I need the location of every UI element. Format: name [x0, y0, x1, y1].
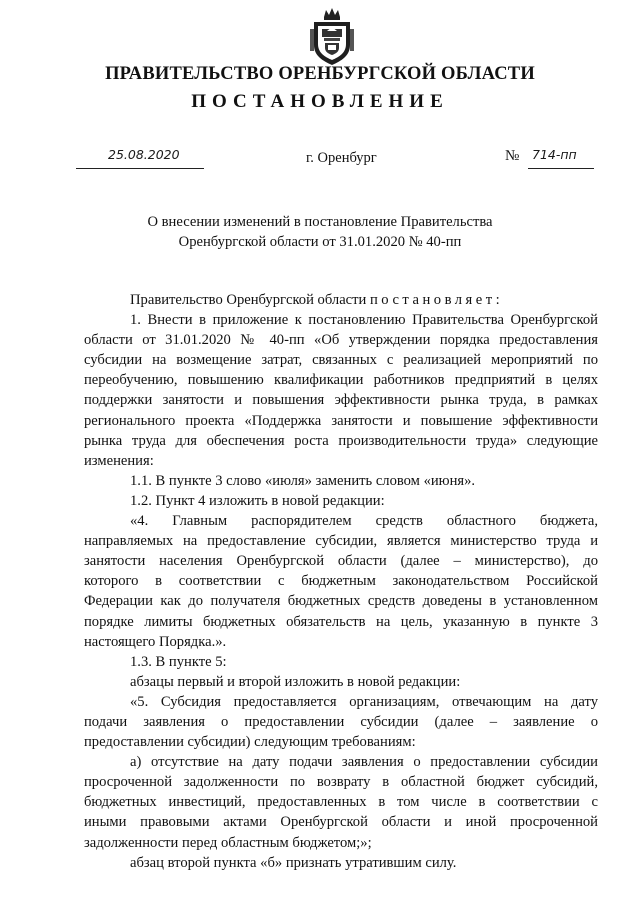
document-city: г. Оренбург	[306, 150, 377, 166]
body-line: настоящего Порядка.».	[84, 633, 227, 650]
body-line: бюджетных инвестиций, предоставленных в том числе в соответствии с	[84, 794, 598, 811]
document-body	[84, 290, 598, 873]
body-line: регионального проекта «Поддержка занятости и повышение эффективности	[84, 412, 598, 429]
body-line: переобучению, повышению квалификации работников предприятий в целях	[84, 372, 598, 389]
preamble-text: Правительство Оренбургской области	[130, 292, 370, 308]
body-line: 1. Внести в приложение к постановлению Правительства Оренбургской	[130, 312, 598, 329]
body-line: предоставлении субсидии) следующим требованиям:	[84, 734, 416, 751]
organization-title: ПРАВИТЕЛЬСТВО ОРЕНБУРГСКОЙ ОБЛАСТИ	[105, 64, 535, 84]
body-line: абзац второй пункта «б» признать утратившим силу.	[130, 854, 457, 871]
body-line: области от 31.01.2020 № 40-пп «Об утверждении порядка предоставления	[84, 332, 598, 349]
body-line: которого в соответствии с бюджетным законодательством Российской	[84, 573, 598, 590]
preamble-line	[84, 290, 598, 310]
body-line: порядке лимиты бюджетных обязательств на цель, указанную в пункте 3	[84, 613, 598, 630]
body-line: направляемых на предоставление субсидии, является министерство труда и	[84, 533, 598, 550]
body-line: иными правовыми актами Оренбургской области и иной просроченной	[84, 814, 598, 831]
body-line: субсидии на возмещение затрат, связанных с реализацией мероприятий по	[84, 352, 598, 369]
document-number: 714-пп	[532, 147, 577, 162]
body-line: подачи заявления о предоставлении субсидии (далее – заявление о	[84, 713, 598, 730]
preamble-verb: постановляет:	[369, 292, 504, 308]
body-line: 1.1. В пункте 3 слово «июля» заменить словом «июня».	[130, 472, 476, 489]
body-line: рынка труда для обеспечения роста производительности труда» следующие	[84, 432, 598, 449]
document-date: 25.08.2020	[108, 147, 180, 162]
body-line: 1.3. В пункте 5:	[130, 653, 227, 670]
body-line: «5. Субсидия предоставляется организациям, отвечающим на дату	[130, 693, 598, 710]
coat-of-arms-emblem	[308, 7, 356, 67]
body-line: занятости населения Оренбургской области (далее – министерство), до	[84, 553, 598, 570]
body-line: Федерации как до получателя бюджетных средств доведены в установленном	[84, 593, 598, 610]
number-sign: №	[505, 148, 520, 164]
body-line: а) отсутствие на дату подачи заявления о предоставлении субсидии	[130, 754, 598, 771]
body-line: изменения:	[84, 452, 154, 469]
subject-line: Оренбургской области от 31.01.2020 № 40-пп	[178, 234, 462, 250]
body-line: «4. Главным распорядителем средств областного бюджета,	[130, 513, 598, 530]
document-subject	[0, 212, 640, 252]
body-line: поддержки занятости и повышения эффективности рынка труда, в рамках	[84, 392, 598, 409]
body-line: задолженности перед областным бюджетом;»;	[84, 834, 372, 851]
subject-line: О внесении изменений в постановление Правительства	[147, 214, 493, 230]
body-line: абзацы первый и второй изложить в новой редакции:	[130, 673, 461, 690]
document-type-title: ПОСТАНОВЛЕНИЕ	[191, 91, 449, 112]
body-line: просроченной задолженности по возврату в областной бюджет субсидий,	[84, 774, 598, 791]
body-line: 1.2. Пункт 4 изложить в новой редакции:	[130, 492, 385, 509]
